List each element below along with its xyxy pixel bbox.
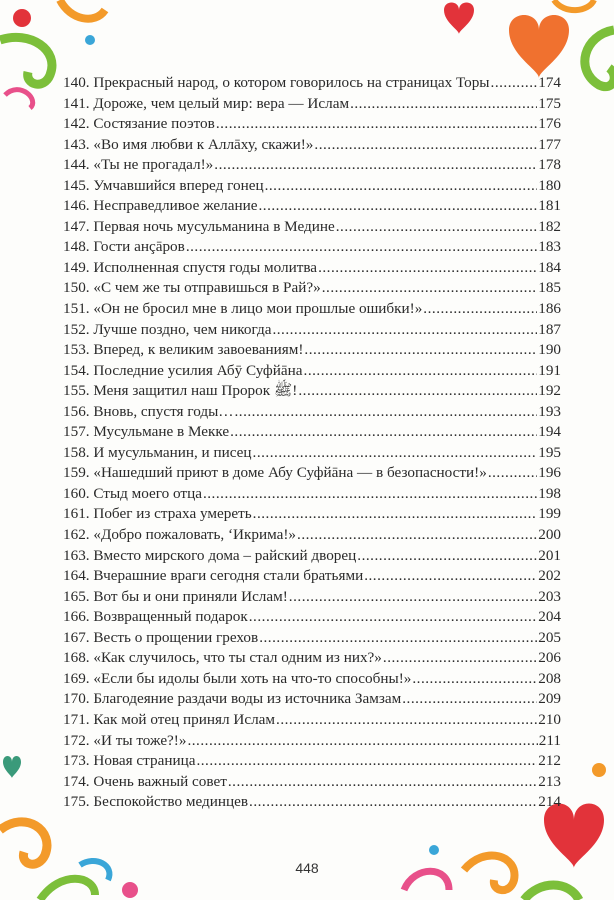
toc-entry-title: 153. Вперед, к великим завоеваниям! [63, 341, 304, 359]
toc-entry-page: 178 [538, 156, 561, 174]
toc-entry-title: 149. Исполненная спустя годы молитва [63, 258, 318, 276]
toc-entry[interactable] [63, 546, 561, 567]
toc-entry[interactable] [63, 648, 561, 669]
dot-leader [314, 135, 537, 156]
toc-entry-title: 143. «Во имя любви к Аллāху, скажи!» [63, 135, 314, 153]
toc-entry[interactable] [63, 525, 561, 546]
toc-entry-page: 183 [538, 238, 561, 256]
toc-entry[interactable] [63, 217, 561, 238]
toc-entry-title: 154. Последние усилия Абӯ Суфйāна [63, 361, 303, 379]
dot-leader [249, 607, 537, 628]
dot-leader [276, 710, 537, 731]
dot-leader [364, 566, 537, 587]
toc-entry-page: 175 [538, 94, 561, 112]
toc-entry-title: 148. Гости анçāров [63, 238, 185, 256]
toc-entry[interactable] [63, 381, 561, 402]
toc-entry-title: 161. Побег из страха умереть [63, 505, 252, 523]
toc-entry-title: 170. Благодеяние раздачи воды из источника Замзам [63, 690, 402, 708]
toc-entry-page: 192 [538, 382, 561, 400]
dot-leader [491, 73, 538, 94]
toc-entry-title: 175. Беспокойство мединцев [63, 793, 249, 811]
dot-leader [336, 217, 537, 238]
toc-entry[interactable] [63, 237, 561, 258]
toc-entry-title: 172. «И ты тоже?!» [63, 731, 187, 749]
dot-leader [214, 155, 537, 176]
toc-entry[interactable] [63, 340, 561, 361]
dot-leader [258, 196, 537, 217]
toc-entry[interactable] [63, 710, 561, 731]
toc-entry-title: 141. Дороже, чем целый мир: вера — Ислам [63, 94, 350, 112]
toc-entry[interactable] [63, 628, 561, 649]
toc-entry[interactable] [63, 135, 561, 156]
toc-entry[interactable] [63, 73, 561, 94]
dot-leader [253, 504, 538, 525]
toc-entry-page: 191 [538, 361, 561, 379]
toc-entry-title: 144. «Ты не прогадал!» [63, 156, 214, 174]
toc-entry-page: 174 [538, 74, 561, 91]
toc-entry-title: 173. Новая страница [63, 752, 196, 770]
toc-entry-title: 151. «Он не бросил мне в лицо мои прошлые ошибки!» [63, 300, 423, 318]
toc-entry[interactable] [63, 751, 561, 772]
toc-entry[interactable] [63, 504, 561, 525]
dot-leader [488, 463, 537, 484]
toc-entry-page: 201 [538, 546, 561, 564]
toc-entry[interactable] [63, 792, 561, 813]
toc-entry[interactable] [63, 361, 561, 382]
toc-entry-page: 204 [538, 608, 561, 626]
toc-entry[interactable] [63, 772, 561, 793]
dot-leader [298, 381, 537, 402]
toc-entry-page: 190 [538, 341, 561, 359]
toc-entry-page: 181 [538, 197, 561, 215]
toc-entry-title: 165. Вот бы и они приняли Ислам! [63, 587, 288, 605]
toc-entry-page: 186 [538, 300, 561, 318]
toc-entry-title: 174. Очень важный совет [63, 772, 227, 790]
toc-entry-title: 157. Мусульмане в Мекке [63, 423, 230, 441]
toc-entry[interactable] [63, 94, 561, 115]
toc-entry[interactable] [63, 176, 561, 197]
dot-leader [318, 258, 537, 279]
toc-entry[interactable] [63, 607, 561, 628]
dot-leader [423, 299, 537, 320]
toc-entry-title: 166. Возвращенный подарок [63, 608, 248, 626]
dot-leader [412, 669, 537, 690]
toc-entry-title: 146. Несправедливое желание [63, 197, 258, 215]
table-of-contents [63, 73, 561, 813]
toc-entry-page: 212 [538, 752, 561, 770]
toc-entry-page: 176 [538, 115, 561, 133]
toc-entry-page: 177 [538, 135, 561, 153]
toc-entry[interactable] [63, 443, 561, 464]
toc-entry-page: 200 [538, 526, 561, 544]
toc-entry-page: 198 [538, 484, 561, 502]
toc-entry-page: 213 [538, 772, 561, 790]
dot-leader [383, 648, 537, 669]
page-number: 448 [295, 860, 319, 876]
toc-entry-page: 199 [538, 505, 561, 523]
dot-leader [216, 114, 537, 135]
toc-entry-title: 159. «Нашедший приют в доме Абу Суфйāна — в безопасности!» [63, 464, 487, 482]
dot-leader [304, 361, 538, 382]
toc-entry-title: 145. Умчавшийся вперед гонец [63, 176, 264, 194]
toc-entry-title: 160. Стыд моего отца [63, 484, 202, 502]
toc-entry-title: 150. «С чем же ты отправишься в Рай?» [63, 279, 321, 297]
toc-entry-page: 203 [538, 587, 561, 605]
toc-entry-page: 187 [538, 320, 561, 338]
toc-entry-page: 210 [538, 710, 561, 728]
toc-entry-title: 167. Весть о прощении грехов [63, 628, 259, 646]
toc-entry-title: 163. Вместо мирского дома – райский дворец [63, 546, 357, 564]
toc-entry-page: 206 [538, 649, 561, 667]
toc-entry-page: 194 [538, 423, 561, 441]
toc-entry[interactable] [63, 320, 561, 341]
dot-leader [196, 751, 537, 772]
dot-leader [289, 587, 537, 608]
dot-leader [253, 443, 538, 464]
dot-leader [187, 731, 537, 752]
toc-entry-title: 142. Состязание поэтов [63, 115, 215, 133]
dot-leader [234, 402, 537, 423]
toc-entry[interactable] [63, 463, 561, 484]
dot-leader [322, 278, 538, 299]
dot-leader [203, 484, 537, 505]
toc-entry-title: 169. «Если бы идолы были хоть на что-то способны!» [63, 669, 412, 687]
toc-entry-title: 147. Первая ночь мусульманина в Медине [63, 217, 335, 235]
toc-entry-page: 184 [538, 258, 561, 276]
toc-entry[interactable] [63, 258, 561, 279]
dot-leader [402, 689, 537, 710]
dot-leader [265, 176, 538, 197]
dot-leader [230, 422, 537, 443]
dot-leader [228, 772, 537, 793]
toc-entry-title: 168. «Как случилось, что ты стал одним из них?» [63, 649, 382, 667]
dot-leader [249, 792, 537, 813]
toc-entry-page: 211 [538, 731, 561, 749]
toc-entry[interactable] [63, 689, 561, 710]
dot-leader [259, 628, 537, 649]
toc-entry-title: 155. Меня защитил наш Пророк ﷺ! [63, 382, 298, 400]
toc-entry-page: 196 [538, 464, 561, 482]
toc-entry[interactable] [63, 402, 561, 423]
toc-entry-title: 164. Вчерашние враги сегодня стали братьями [63, 567, 364, 585]
toc-entry[interactable] [63, 731, 561, 752]
dot-leader [304, 340, 537, 361]
toc-entry[interactable] [63, 587, 561, 608]
toc-entry[interactable] [63, 278, 561, 299]
dot-leader [357, 546, 537, 567]
toc-entry-page: 195 [538, 443, 561, 461]
toc-entry[interactable] [63, 155, 561, 176]
toc-entry-title: 140. Прекрасный народ, о котором говорилось на страницах Торы [63, 74, 490, 91]
toc-entry-title: 158. И мусульманин, и писец [63, 443, 252, 461]
toc-entry-page: 193 [538, 402, 561, 420]
toc-entry-title: 156. Вновь, спустя годы… [63, 402, 234, 420]
dot-leader [272, 320, 537, 341]
toc-entry[interactable] [63, 669, 561, 690]
toc-entry-page: 182 [538, 217, 561, 235]
toc-entry[interactable] [63, 484, 561, 505]
dot-leader [186, 237, 537, 258]
toc-entry-page: 209 [538, 690, 561, 708]
toc-entry[interactable] [63, 196, 561, 217]
toc-entry[interactable] [63, 114, 561, 135]
toc-entry[interactable] [63, 299, 561, 320]
dot-leader [350, 94, 537, 115]
toc-entry-page: 202 [538, 567, 561, 585]
dot-leader [297, 525, 537, 546]
toc-entry-page: 208 [538, 669, 561, 687]
toc-entry-page: 205 [538, 628, 561, 646]
toc-entry-title: 152. Лучше поздно, чем никогда [63, 320, 272, 338]
toc-entry-page: 180 [538, 176, 561, 194]
toc-entry-title: 171. Как мой отец принял Ислам [63, 710, 276, 728]
toc-entry[interactable] [63, 566, 561, 587]
toc-entry[interactable] [63, 422, 561, 443]
toc-entry-page: 185 [538, 279, 561, 297]
toc-entry-page: 214 [538, 793, 561, 811]
toc-entry-title: 162. «Добро пожаловать, ‘Икрима!» [63, 526, 297, 544]
